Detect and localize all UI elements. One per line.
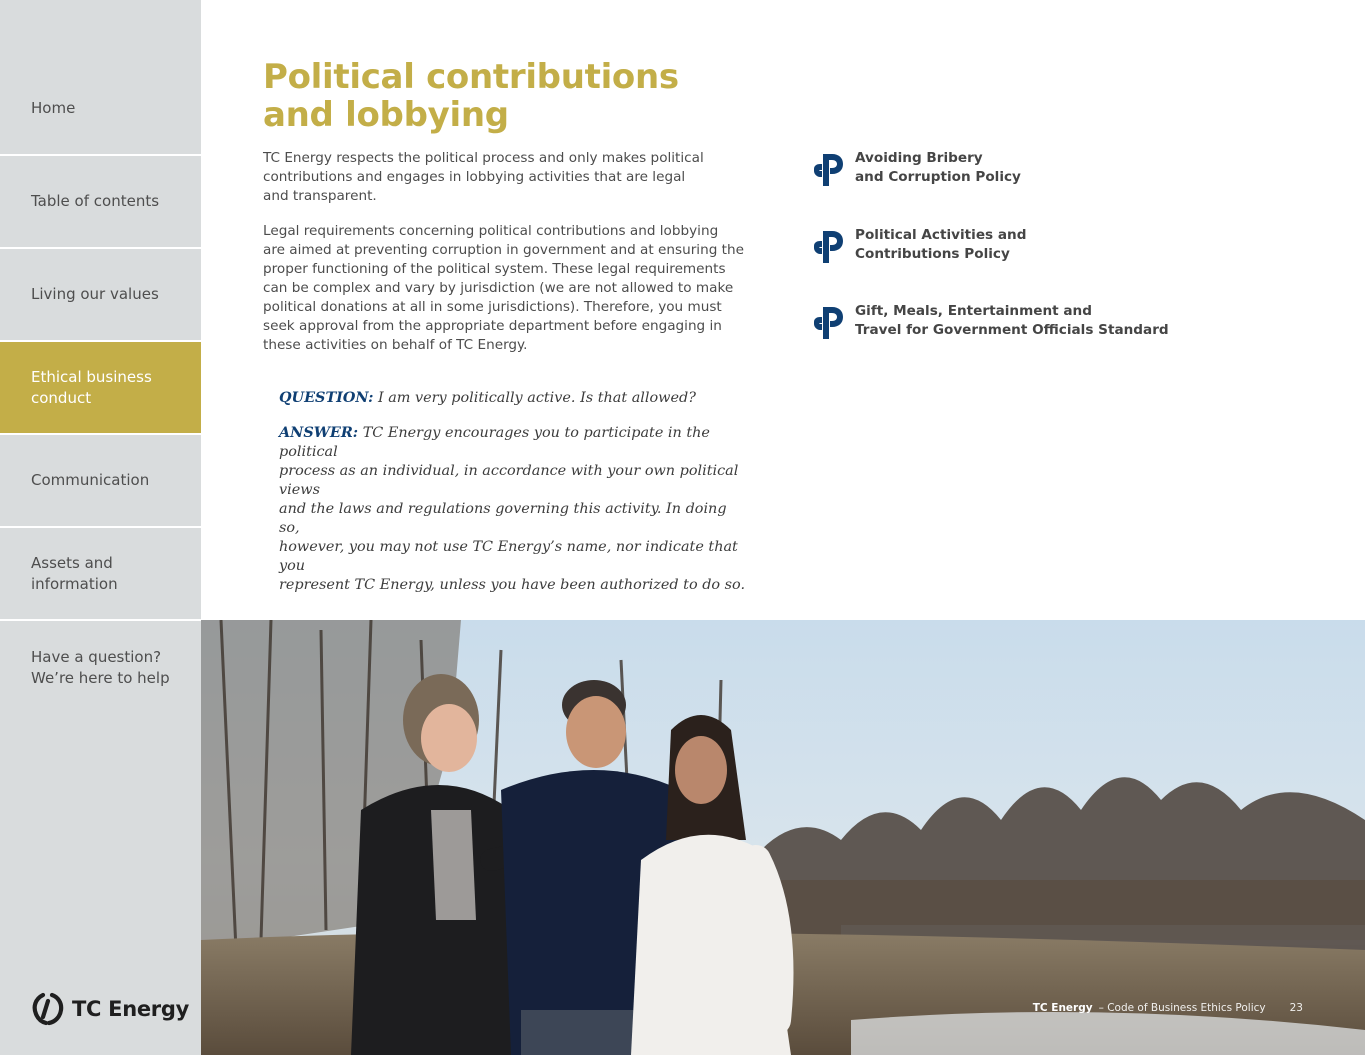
- sidebar-item-communication[interactable]: [0, 435, 201, 526]
- answer-text: TC Energy encourages you to participate in the political process as an individual, in accordance with your own political views and the laws and regulations governing this activity. In doing so, however, you may not use TC Energy’s name, nor indicate that you represent TC Energy, unless you have been authorized to do so.: [279, 425, 746, 593]
- employees-outdoor-photo: [201, 620, 1365, 1055]
- policy-p-icon: [812, 151, 845, 189]
- sidebar-item-living-our-values[interactable]: [0, 249, 201, 340]
- logo-text: TC Energy: [72, 997, 189, 1021]
- tc-energy-mark-icon: [31, 992, 65, 1026]
- answer-label: ANSWER:: [279, 424, 359, 441]
- sidebar-item-assets-and-information[interactable]: [0, 528, 201, 619]
- sidebar-item-home[interactable]: [0, 62, 201, 154]
- policy-link-label: Avoiding Bribery and Corruption Policy: [855, 150, 1021, 185]
- sidebar-item-have-a-question[interactable]: [0, 621, 201, 713]
- sidebar-item-table-of-contents[interactable]: [0, 156, 201, 247]
- tc-energy-logo[interactable]: [31, 992, 189, 1026]
- policy-link-avoiding-bribery[interactable]: [812, 151, 1172, 193]
- sidebar-item-label: Assets and information: [31, 553, 118, 593]
- policy-link-label: Gift, Meals, Entertainment and Travel for Government Officials Standard: [855, 303, 1169, 338]
- policy-p-icon: [812, 304, 845, 342]
- sidebar-item-ethical-business-conduct[interactable]: [0, 342, 201, 433]
- sidebar-item-label: Table of contents: [31, 192, 160, 210]
- question-text: I am very politically active. Is that allowed?: [373, 390, 696, 406]
- policy-link-gift-meals-entertainment[interactable]: [812, 304, 1172, 346]
- sidebar-item-label: Ethical business conduct: [31, 367, 152, 407]
- sidebar-item-label: Living our values: [31, 285, 159, 303]
- legal-requirements-paragraph: Legal requirements concerning political contributions and lobbying are aimed at preventing corruption in government and at ensuring the proper functioning of the political system. These legal requirements can be complex and vary by jurisdiction (we are not allowed to make political donations at all in some jurisdictions). Therefore, you must seek approval from the appropriate department before engaging in these activities on behalf of TC Energy.: [263, 223, 744, 353]
- page-title: Political contributions and lobbying: [263, 57, 679, 135]
- footer-document-title: – Code of Business Ethics Policy: [1098, 1002, 1266, 1014]
- page-footer: [1033, 1002, 1303, 1014]
- sidebar-nav: [0, 0, 201, 1055]
- sidebar-item-label: Have a question? We’re here to help: [31, 648, 170, 687]
- sidebar-item-label: Home: [31, 98, 76, 117]
- policy-link-political-activities[interactable]: [812, 228, 1172, 270]
- page-number: 23: [1289, 1002, 1303, 1014]
- answer-block: [279, 404, 749, 595]
- policy-p-icon: [812, 228, 845, 266]
- footer-brand: TC Energy: [1032, 1002, 1093, 1014]
- question-label: QUESTION:: [279, 389, 374, 406]
- policy-link-label: Political Activities and Contributions Policy: [855, 227, 1027, 262]
- question-block: [279, 369, 749, 408]
- sidebar-item-label: Communication: [31, 471, 150, 489]
- intro-paragraph: TC Energy respects the political process and only makes political contributions and engages in lobbying activities that are legal and transparent.: [263, 150, 704, 204]
